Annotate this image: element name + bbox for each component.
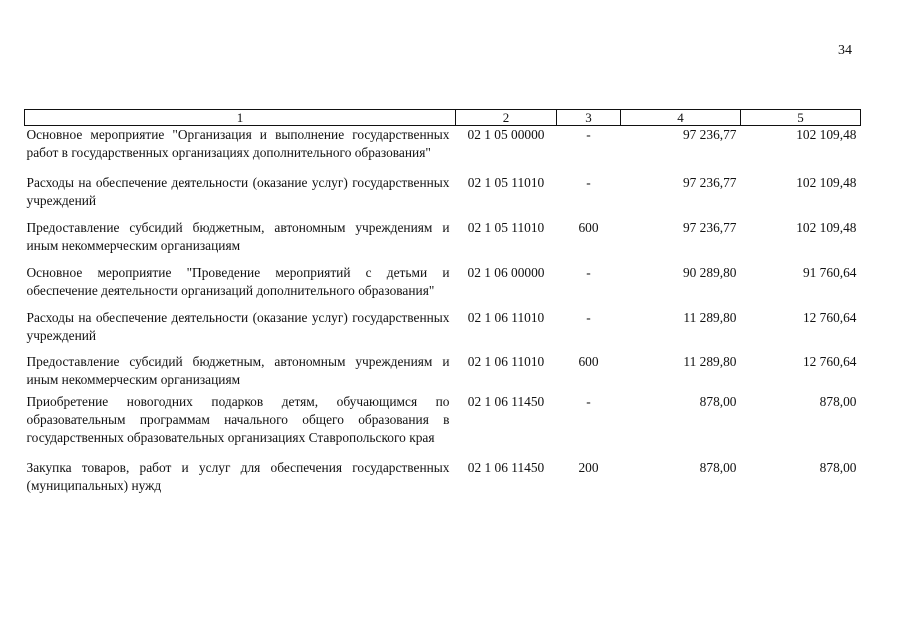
- row-value-5: 91 760,64: [802, 265, 857, 280]
- row-value-4: 97 236,77: [682, 127, 737, 142]
- row-expense-type: 600: [578, 354, 599, 369]
- table-row: [25, 459, 861, 495]
- row-code: 02 1 05 11010: [467, 175, 545, 190]
- table-row: [25, 309, 861, 353]
- budget-table: [24, 109, 861, 495]
- row-name: Предоставление субсидий бюджетным, автономным учреждениям и иным некоммерческим организациям: [26, 220, 450, 253]
- row-code: 02 1 06 00000: [467, 265, 545, 280]
- row-expense-type: -: [586, 265, 591, 280]
- header-col-5: 5: [741, 110, 861, 126]
- page-number: 34: [838, 43, 852, 58]
- row-value-5: 12 760,64: [802, 354, 857, 369]
- table-row: [25, 219, 861, 264]
- row-value-4: 878,00: [699, 460, 737, 475]
- row-expense-type: -: [586, 127, 591, 142]
- row-name: Основное мероприятие "Организация и выполнение государственных работ в государственных организациях дополнительного образования": [26, 127, 450, 160]
- row-expense-type: 200: [578, 460, 599, 475]
- row-value-4: 90 289,80: [682, 265, 737, 280]
- table-row: [25, 174, 861, 219]
- row-value-4: 97 236,77: [682, 175, 737, 190]
- row-name: Приобретение новогодних подарков детям, обучающимся по образовательным программам начального общего образования в государственных образовательных организациях Ставропольского края: [26, 394, 450, 445]
- row-name: Расходы на обеспечение деятельности (оказание услуг) государственных учреждений: [26, 175, 450, 208]
- row-code: 02 1 05 00000: [467, 127, 545, 142]
- row-value-5: 878,00: [819, 460, 857, 475]
- row-code: 02 1 06 11450: [467, 394, 545, 409]
- row-name: Расходы на обеспечение деятельности (оказание услуг) государственных учреждений: [26, 310, 450, 343]
- header-col-2: 2: [456, 110, 557, 126]
- row-name: Основное мероприятие "Проведение мероприятий с детьми и обеспечение деятельности организаций дополнительного образования": [26, 265, 450, 298]
- row-value-4: 97 236,77: [682, 220, 737, 235]
- row-value-4: 878,00: [699, 394, 737, 409]
- table-row: [25, 393, 861, 459]
- row-code: 02 1 05 11010: [467, 220, 545, 235]
- row-value-4: 11 289,80: [683, 310, 737, 325]
- row-name: Предоставление субсидий бюджетным, автономным учреждениям и иным некоммерческим организациям: [26, 354, 450, 387]
- row-expense-type: -: [586, 394, 591, 409]
- row-code: 02 1 06 11010: [467, 310, 545, 325]
- row-value-5: 102 109,48: [796, 220, 857, 235]
- header-col-4: 4: [621, 110, 741, 126]
- table-header-row: [25, 110, 861, 126]
- row-expense-type: 600: [578, 220, 599, 235]
- table-row: [25, 264, 861, 309]
- row-expense-type: -: [586, 310, 591, 325]
- header-col-3: 3: [557, 110, 621, 126]
- row-expense-type: -: [586, 175, 591, 190]
- row-value-5: 102 109,48: [796, 127, 857, 142]
- row-value-5: 878,00: [819, 394, 857, 409]
- row-value-5: 102 109,48: [796, 175, 857, 190]
- row-code: 02 1 06 11450: [467, 460, 545, 475]
- table-row: [25, 126, 861, 175]
- header-col-1: 1: [25, 110, 456, 126]
- row-value-4: 11 289,80: [683, 354, 737, 369]
- row-value-5: 12 760,64: [802, 310, 857, 325]
- row-name: Закупка товаров, работ и услуг для обеспечения государственных (муниципальных) нужд: [26, 460, 450, 493]
- table-row: [25, 353, 861, 393]
- row-code: 02 1 06 11010: [467, 354, 545, 369]
